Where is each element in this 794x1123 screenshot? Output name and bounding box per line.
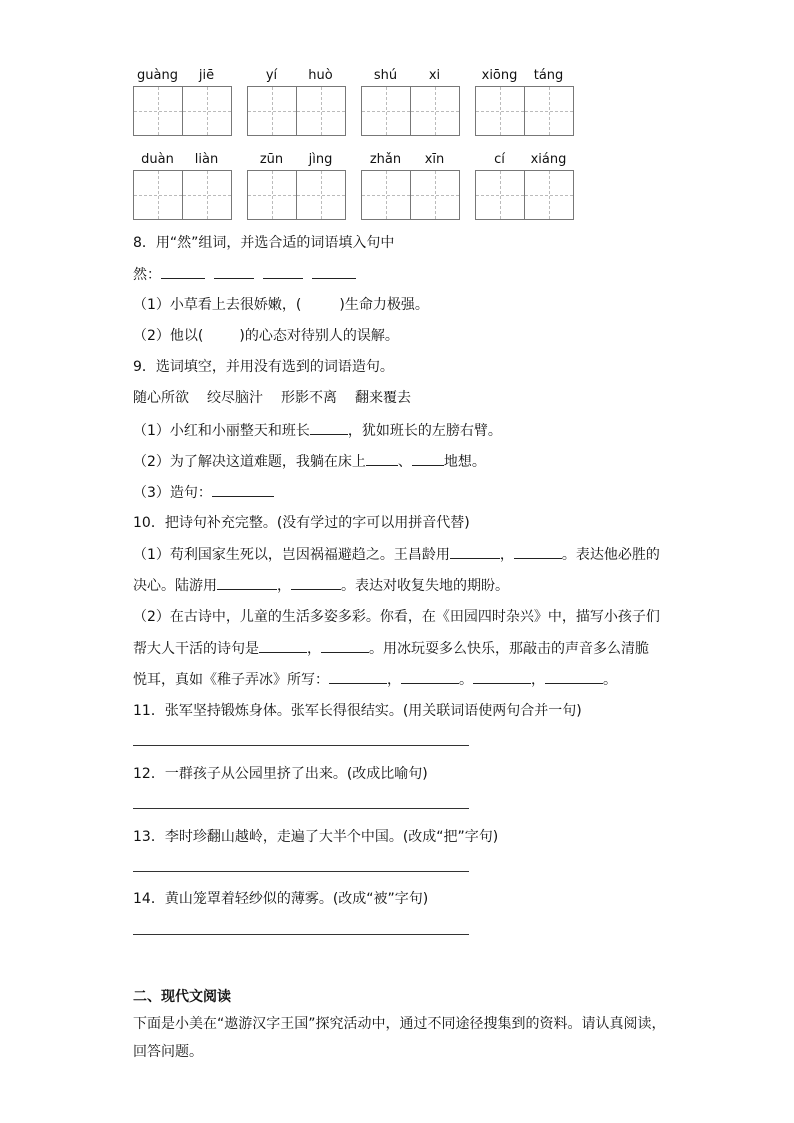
character-cell[interactable] — [134, 87, 182, 135]
pinyin-syllable: yí — [265, 68, 278, 83]
q8-s2-part-b: )的心态对待别人的误解。 — [239, 328, 399, 344]
tianzige-box — [475, 86, 574, 136]
q10-l1-blank-2[interactable] — [514, 544, 562, 559]
q8-sentence-2 — [133, 326, 399, 346]
q8-s1-part-b: )生命力极强。 — [339, 297, 429, 313]
q8-s1-part-a: （1）小草看上去很娇嫩，( — [133, 297, 302, 313]
tianzige-box — [361, 170, 460, 220]
q10-l1-part-c: 。表达他必胜的 — [561, 547, 660, 563]
pinyin-group — [475, 68, 574, 84]
pinyin-syllable: duàn — [141, 152, 174, 167]
q10-l1-blank-1[interactable] — [450, 544, 500, 559]
q9-s2-blank-1[interactable] — [366, 451, 398, 466]
q10-l2-part-a: 决心。陆游用 — [133, 578, 217, 594]
tianzige-box — [361, 86, 460, 136]
q10-l5-part-c: 。 — [459, 672, 473, 688]
q10-l2-blank-1[interactable] — [217, 575, 277, 590]
q10-l5-part-b: ， — [387, 672, 401, 688]
pinyin-syllable: cí — [494, 152, 505, 167]
q9-sentence-1 — [133, 420, 502, 441]
q9-s2-blank-2[interactable] — [412, 451, 444, 466]
q9-word-4: 翻来覆去 — [355, 390, 411, 406]
character-cell[interactable] — [476, 87, 524, 135]
character-cell[interactable] — [524, 87, 573, 135]
q13-answer-line[interactable] — [133, 871, 469, 872]
character-cell[interactable] — [182, 171, 231, 219]
section-2-intro-line-2: 回答问题。 — [133, 1044, 203, 1060]
pinyin-syllable: shú — [373, 68, 398, 83]
pinyin-syllable: jiē — [198, 68, 215, 83]
q9-s3-label: （3）造句： — [133, 485, 212, 501]
q9-s1-blank[interactable] — [310, 420, 348, 435]
character-cell[interactable] — [476, 171, 524, 219]
q9-sentence-3 — [133, 482, 274, 503]
q8-sentence-1 — [133, 295, 429, 315]
q9-s1-part-b: ，犹如班长的左膀右臂。 — [347, 423, 502, 439]
tianzige-box — [247, 170, 346, 220]
pinyin-syllable: zhǎn — [369, 152, 402, 167]
q10-l4-part-b: ， — [307, 641, 321, 657]
pinyin-syllable: jìng — [308, 152, 333, 167]
pinyin-group — [475, 152, 574, 168]
q8-s2-part-a: （2）他以( — [133, 328, 204, 344]
q10-line-4 — [133, 638, 649, 659]
pinyin-group — [133, 152, 232, 168]
q13-text: 13．李时珍翻山越岭，走遍了大半个中国。(改成“把”字句) — [133, 829, 499, 845]
character-cell[interactable] — [410, 87, 459, 135]
q9-s2-part-a: （2）为了解决这道难题，我躺在床上 — [133, 454, 366, 470]
q10-l5-blank-1[interactable] — [329, 669, 387, 684]
q8-blank-2[interactable] — [214, 264, 254, 279]
pinyin-group — [361, 68, 460, 84]
character-cell[interactable] — [362, 87, 410, 135]
character-cell[interactable] — [524, 171, 573, 219]
character-cell[interactable] — [248, 171, 296, 219]
q10-l5-blank-2[interactable] — [401, 669, 459, 684]
q9-s1-part-a: （1）小红和小丽整天和班长 — [133, 423, 310, 439]
q8-blank-1[interactable] — [161, 264, 205, 279]
q10-l5-blank-4[interactable] — [545, 669, 603, 684]
pinyin-row — [475, 68, 574, 84]
q10-line-1 — [133, 544, 660, 565]
q10-l4-part-c: 。用冰玩耍多么快乐，那敲击的声音多么清脆 — [369, 641, 649, 657]
tianzige-box — [133, 86, 232, 136]
q9-word-2: 绞尽脑汁 — [207, 390, 263, 406]
tianzige-box — [247, 86, 346, 136]
character-cell[interactable] — [296, 171, 345, 219]
pinyin-row — [475, 152, 574, 168]
q9-word-bank — [133, 388, 411, 408]
pinyin-syllable: xiáng — [530, 152, 567, 167]
pinyin-group — [361, 152, 460, 168]
q10-line-3: （2）在古诗中，儿童的生活多姿多彩。你看，在《田园四时杂兴》中，描写小孩子们 — [133, 609, 660, 625]
pinyin-group — [133, 68, 232, 84]
q9-s2-part-b: 、 — [397, 454, 412, 470]
q9-word-3: 形影不离 — [281, 390, 337, 406]
q10-l1-part-a: （1）苟利国家生死以，岂因祸福避趋之。王昌龄用 — [133, 547, 450, 563]
q10-line-2 — [133, 575, 509, 596]
q10-l4-part-a: 帮大人干活的诗句是 — [133, 641, 259, 657]
character-cell[interactable] — [296, 87, 345, 135]
character-cell[interactable] — [134, 171, 182, 219]
q12-answer-line[interactable] — [133, 808, 469, 809]
q10-l1-part-b: ， — [499, 547, 514, 563]
pinyin-syllable: liàn — [194, 152, 219, 167]
q12-text: 12．一群孩子从公园里挤了出来。(改成比喻句) — [133, 766, 428, 782]
pinyin-group — [247, 152, 346, 168]
q14-text: 14．黄山笼罩着轻纱似的薄雾。(改成“被”字句) — [133, 891, 429, 907]
q10-l4-blank-1[interactable] — [259, 638, 307, 653]
q10-l4-blank-2[interactable] — [321, 638, 369, 653]
q11-text: 11．张军坚持锻炼身体。张军长得很结实。(用关联词语使两句合并一句) — [133, 703, 582, 719]
q8-prompt: 然： — [133, 267, 161, 283]
q9-word-1: 随心所欲 — [133, 390, 189, 406]
pinyin-syllable: huò — [308, 68, 333, 83]
q8-title: 8．用“然”组词，并选合适的词语填入句中 — [133, 235, 395, 251]
tianzige-box — [133, 170, 232, 220]
q8-blank-3[interactable] — [263, 264, 303, 279]
q9-s3-blank[interactable] — [212, 482, 274, 497]
pinyin-syllable: xi — [428, 68, 441, 83]
character-cell[interactable] — [248, 87, 296, 135]
q10-l5-part-e: 。 — [603, 672, 617, 688]
q10-title: 10．把诗句补充完整。(没有学过的字可以用拼音代替) — [133, 515, 470, 531]
tianzige-box — [475, 170, 574, 220]
q10-line-5 — [133, 669, 617, 690]
pinyin-syllable: xīn — [424, 152, 445, 167]
pinyin-row — [133, 68, 232, 84]
pinyin-syllable: zūn — [259, 152, 284, 167]
q10-l2-part-c: 。表达对收复失地的期盼。 — [341, 578, 509, 594]
q11-answer-line[interactable] — [133, 745, 469, 746]
q10-l5-blank-3[interactable] — [473, 669, 531, 684]
q9-title: 9．选词填空，并用没有选到的词语造句。 — [133, 359, 394, 375]
q14-answer-line[interactable] — [133, 934, 469, 935]
pinyin-row — [247, 68, 346, 84]
q10-l2-part-b: ， — [277, 578, 291, 594]
pinyin-row — [361, 152, 460, 168]
q8-prompt-line — [133, 264, 356, 285]
q10-l5-part-a: 悦耳，真如《稚子弄冰》所写： — [133, 672, 329, 688]
q10-l2-blank-2[interactable] — [291, 575, 341, 590]
section-2-title: 二、现代文阅读 — [133, 989, 231, 1005]
section-2-intro-line-1: 下面是小美在“遨游汉字王国”探究活动中，通过不同途径搜集到的资料。请认真阅读， — [133, 1016, 666, 1032]
character-cell[interactable] — [182, 87, 231, 135]
pinyin-syllable: xiōng — [481, 68, 518, 83]
q9-sentence-2 — [133, 451, 486, 472]
pinyin-row — [247, 152, 346, 168]
q10-l5-part-d: ， — [531, 672, 545, 688]
q8-blank-4[interactable] — [312, 264, 356, 279]
character-cell[interactable] — [362, 171, 410, 219]
pinyin-row — [133, 152, 232, 168]
pinyin-group — [247, 68, 346, 84]
q9-s2-part-c: 地想。 — [443, 454, 486, 470]
pinyin-syllable: táng — [533, 68, 564, 83]
pinyin-syllable: guàng — [137, 68, 178, 83]
pinyin-row — [361, 68, 460, 84]
character-cell[interactable] — [410, 171, 459, 219]
